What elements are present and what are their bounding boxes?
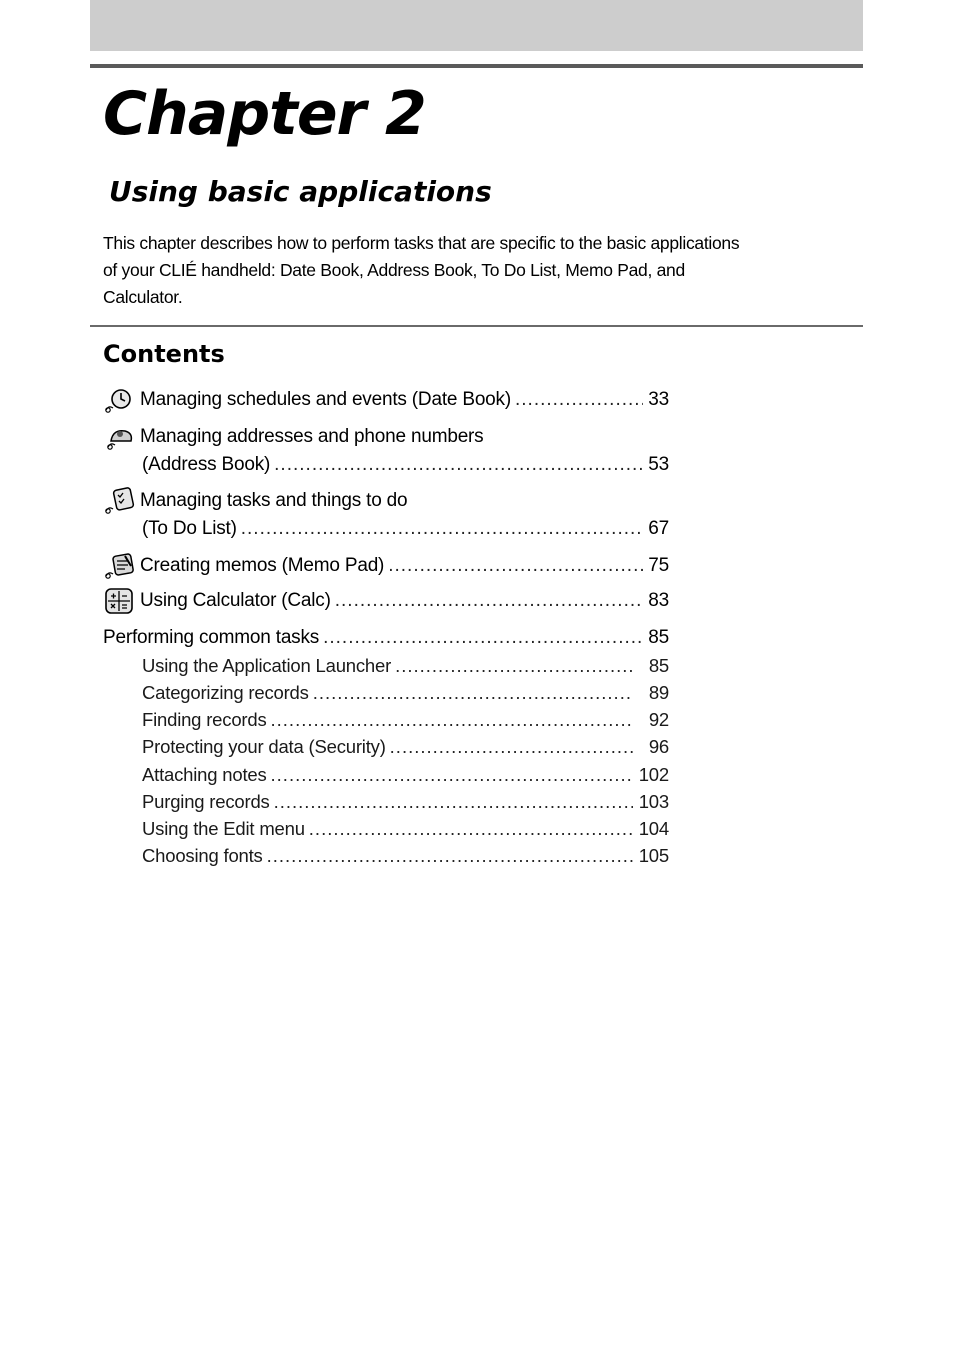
leader-dots <box>271 761 633 789</box>
toc-subentry-label: Finding records <box>142 709 267 730</box>
intro-line: This chapter describes how to perform tasks that are specific to the basic applications <box>103 233 740 253</box>
toc-entry-label: Managing schedules and events (Date Book) <box>140 389 511 410</box>
toc-page-number: 75 <box>648 555 669 576</box>
leader-dots <box>390 733 633 761</box>
toc-subentry[interactable] <box>103 815 669 843</box>
toc-page-number: 89 <box>648 682 669 703</box>
toc-entry-to-do-list[interactable] <box>103 515 669 543</box>
toc-subentry-label: Protecting your data (Security) <box>142 736 386 757</box>
toc-page-number: 103 <box>638 791 669 812</box>
toc-entry-label: (To Do List) <box>142 518 237 539</box>
toc-subentry-label: Using the Application Launcher <box>142 655 392 676</box>
toc-page-number: 85 <box>648 655 669 676</box>
toc-subentry-label: Categorizing records <box>142 682 309 703</box>
toc-subentry[interactable] <box>103 842 669 870</box>
toc-entry-memo-pad[interactable] <box>103 552 669 580</box>
toc-entry-date-book[interactable] <box>103 386 669 414</box>
leader-dots <box>274 788 633 816</box>
toc-page-number: 83 <box>648 590 669 611</box>
toc-subentry[interactable] <box>103 679 669 707</box>
leader-dots <box>395 652 633 680</box>
toc-page-number: 102 <box>638 764 669 785</box>
toc-page-number: 105 <box>638 845 669 866</box>
chapter-subtitle: Using basic applications <box>109 175 492 208</box>
intro-line: Calculator. <box>103 287 183 307</box>
toc-page-number: 96 <box>648 736 669 757</box>
toc-entry-calculator[interactable] <box>103 587 669 615</box>
toc-page-number: 104 <box>638 818 669 839</box>
toc-subentry[interactable] <box>103 706 669 734</box>
toc-entry-to-do-list-line1 <box>103 487 669 515</box>
toc-subentry-label: Choosing fonts <box>142 845 263 866</box>
toc-page-number: 85 <box>648 627 669 648</box>
leader-dots <box>274 451 643 479</box>
toc-subentry-label: Attaching notes <box>142 764 267 785</box>
toc-page-number: 92 <box>648 709 669 730</box>
toc-page-number: 33 <box>648 389 669 410</box>
toc-subentry-label: Using the Edit menu <box>142 818 305 839</box>
toc-entry-label: (Address Book) <box>142 454 271 475</box>
leader-dots <box>241 515 643 543</box>
header-rule <box>90 64 863 68</box>
toc-subentry[interactable] <box>103 761 669 789</box>
leader-dots <box>388 552 643 580</box>
leader-dots <box>515 386 643 414</box>
toc-entry-label: Creating memos (Memo Pad) <box>140 555 385 576</box>
toc-entry-address-book-line1 <box>103 423 669 451</box>
leader-dots <box>323 624 643 652</box>
toc-entry-common-tasks[interactable] <box>103 624 669 652</box>
toc-page-number: 53 <box>648 454 669 475</box>
toc-entry-label: Using Calculator (Calc) <box>140 590 331 611</box>
leader-dots <box>309 815 633 843</box>
toc-subentry[interactable] <box>103 733 669 761</box>
leader-dots <box>267 842 633 870</box>
leader-dots <box>335 587 643 615</box>
section-divider <box>90 325 863 327</box>
intro-line: of your CLIÉ handheld: Date Book, Address Book, To Do List, Memo Pad, and <box>103 260 685 280</box>
toc-subentry[interactable] <box>103 788 669 816</box>
leader-dots <box>313 679 633 707</box>
toc-entry-label: Managing addresses and phone numbers <box>140 426 484 447</box>
contents-heading: Contents <box>103 340 225 368</box>
toc-subentry-label: Purging records <box>142 791 270 812</box>
toc-entry-address-book[interactable] <box>103 451 669 479</box>
toc-entry-label: Managing tasks and things to do <box>140 490 408 511</box>
toc-page-number: 67 <box>648 518 669 539</box>
leader-dots <box>271 706 633 734</box>
toc-entry-label: Performing common tasks <box>103 627 320 648</box>
toc-subentry[interactable] <box>103 652 669 680</box>
header-band <box>90 0 863 51</box>
chapter-title: Chapter 2 <box>103 79 426 149</box>
chapter-intro <box>103 230 783 311</box>
